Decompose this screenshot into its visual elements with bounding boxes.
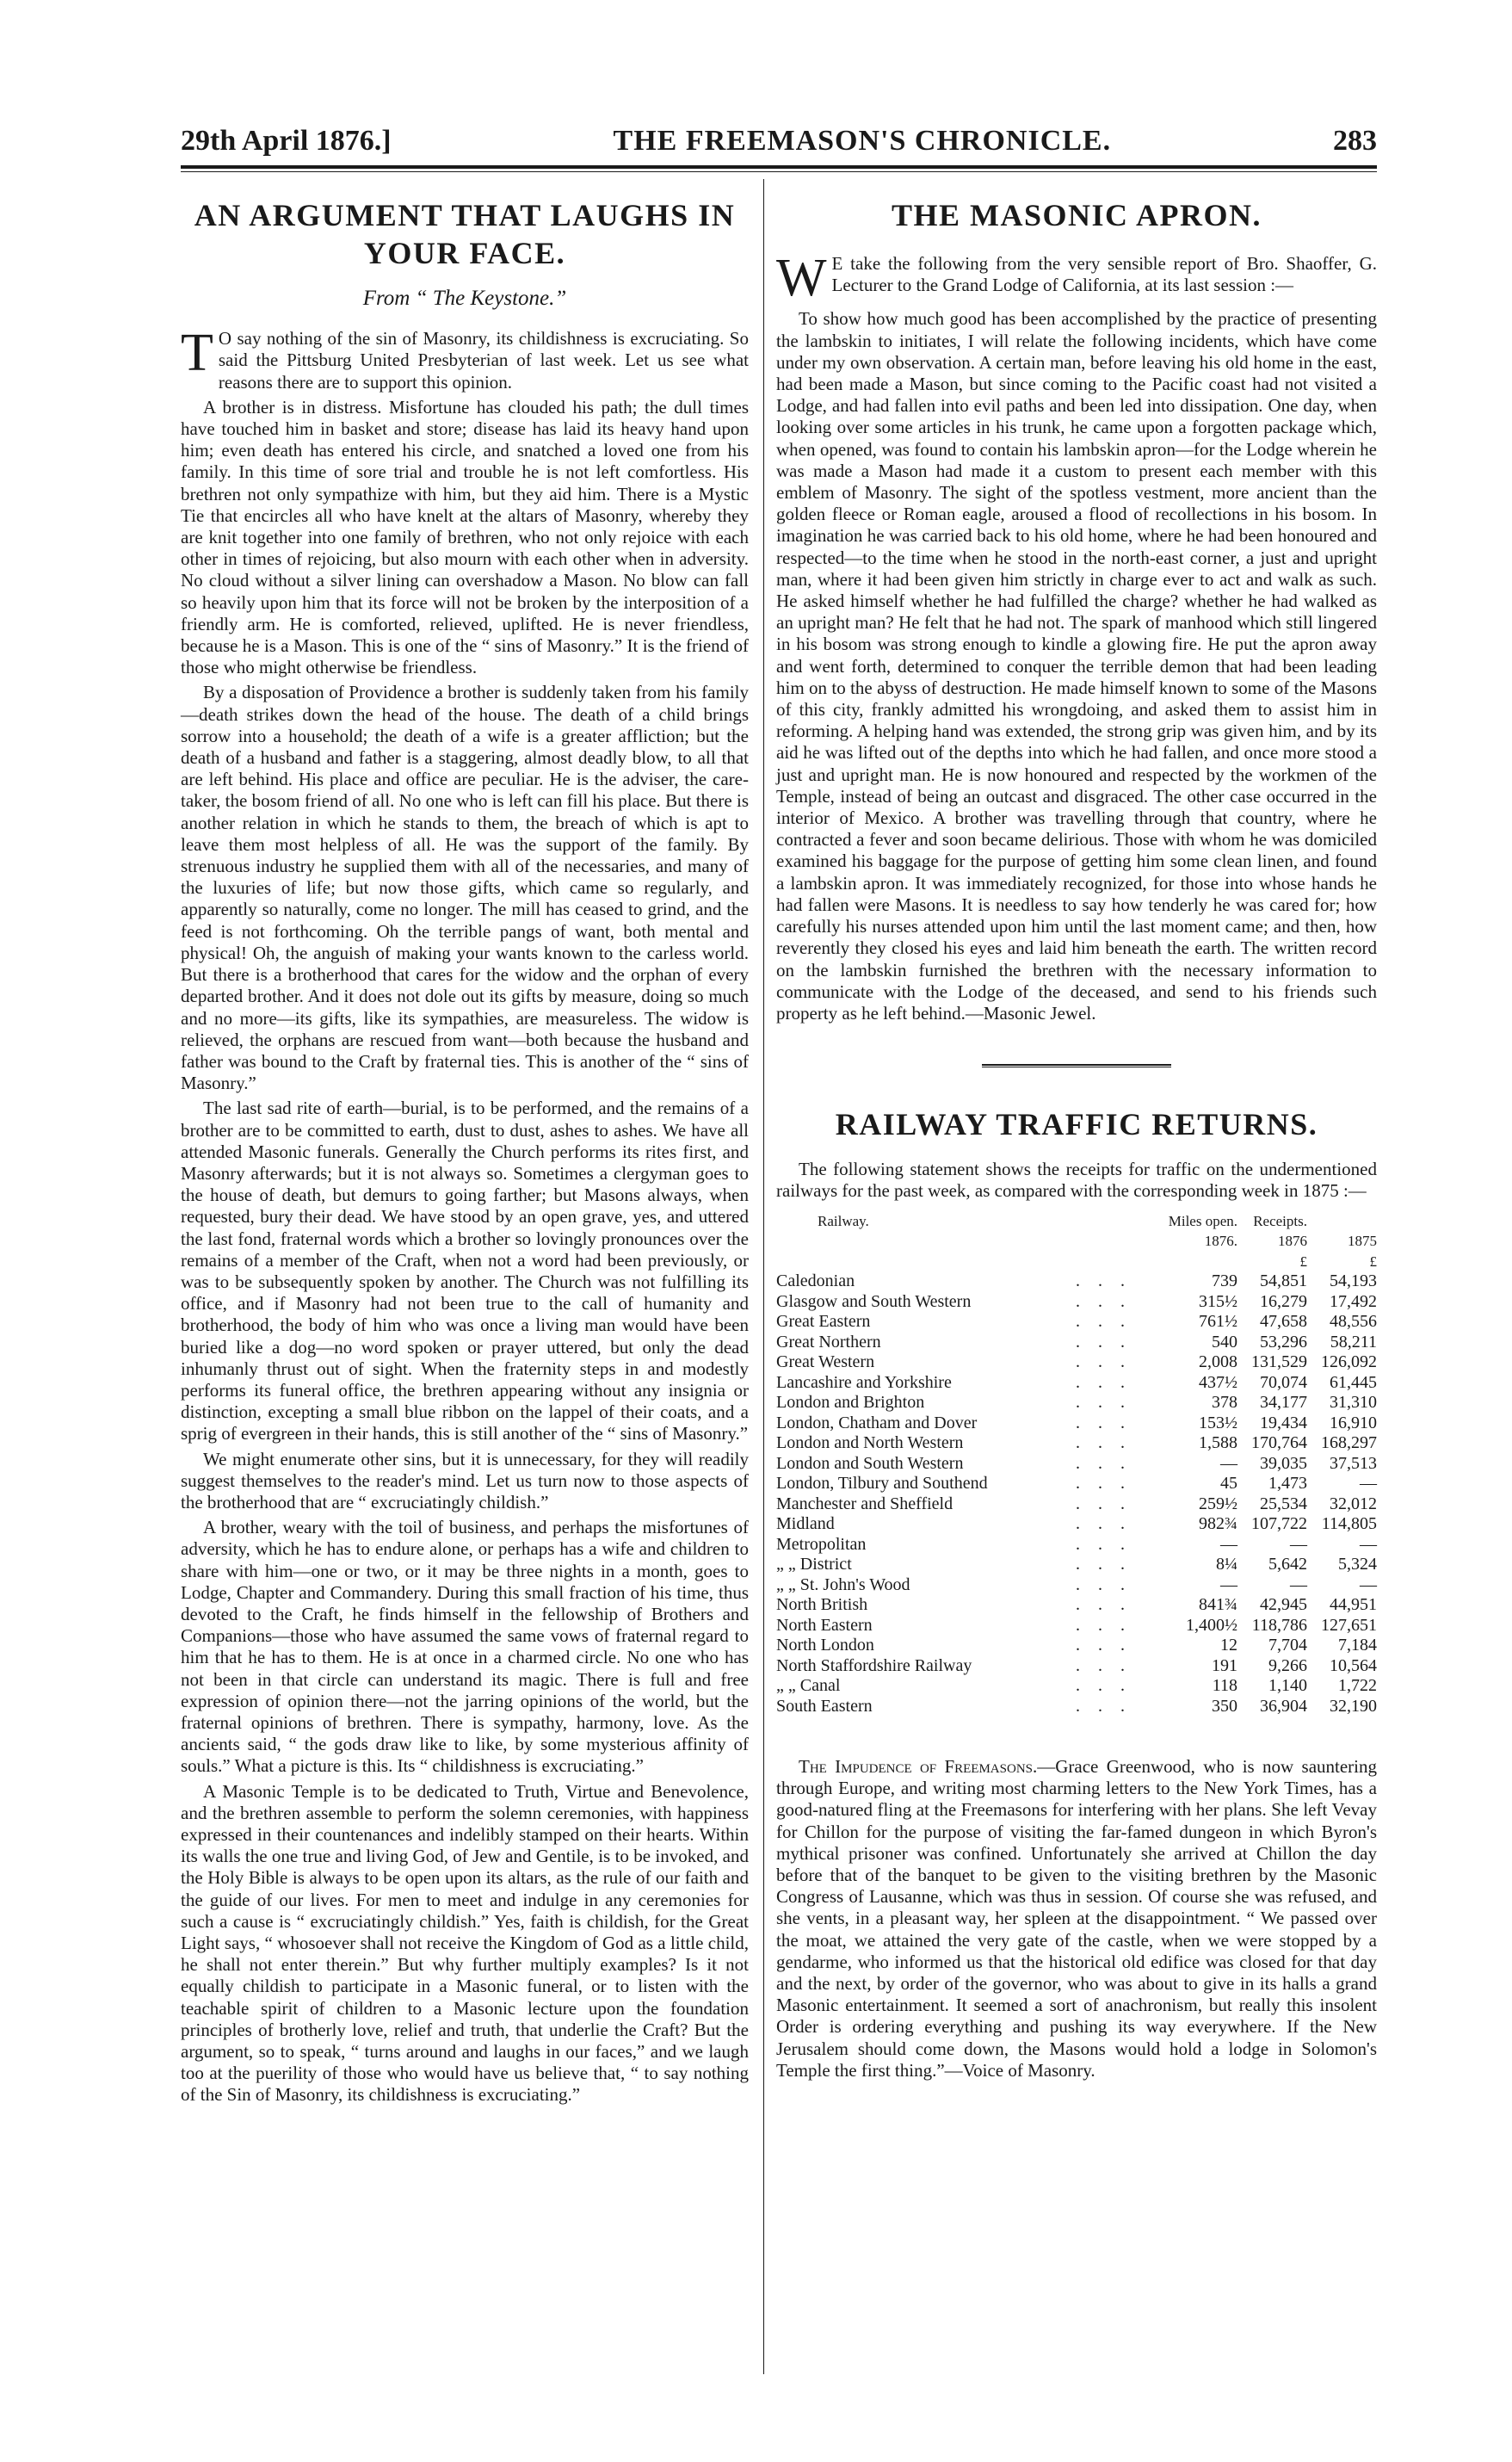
apron-headline: THE MASONIC APRON. <box>891 198 1262 232</box>
table-row <box>776 1474 1377 1494</box>
apron-intro: W E take the following from the very sensible report of Bro. Shaoffer, G. Lecturer to the Grand Lodge of California, at its last session :— <box>776 249 1377 307</box>
leader-dots: . . . <box>1076 1574 1132 1594</box>
railway-name: Midland <box>776 1514 835 1534</box>
leader-dots: . . . <box>1076 1494 1132 1513</box>
table-row <box>776 1555 1377 1575</box>
table-row <box>776 1676 1377 1697</box>
leader-dots: . . . <box>1076 1291 1132 1311</box>
section-divider <box>982 1064 1171 1067</box>
miles-open: — <box>1220 1534 1238 1554</box>
receipts-1876: 54,851 <box>1260 1271 1307 1291</box>
leader-dots: . . . <box>1076 1372 1132 1392</box>
argument-headline: AN ARGUMENT THAT LAUGHS IN YOUR FACE. <box>194 198 736 270</box>
table-row <box>776 1312 1377 1333</box>
receipts-1875: 168,297 <box>1321 1433 1377 1453</box>
receipts-1876: 131,529 <box>1251 1352 1307 1372</box>
railway-name: London and North Western <box>776 1433 964 1453</box>
receipts-1876: 39,035 <box>1260 1453 1307 1473</box>
railway-name: North Staffordshire Railway <box>776 1655 972 1675</box>
leader-dots: . . . <box>1076 1676 1132 1696</box>
header-miles: Miles open. 1876. <box>1168 1212 1238 1250</box>
table-row <box>776 1697 1377 1717</box>
impudence-title: The Impudence of Freemasons. <box>799 1756 1038 1778</box>
receipts-1876: 25,534 <box>1260 1494 1307 1513</box>
table-row <box>776 1393 1377 1413</box>
receipts-1876: 36,904 <box>1260 1696 1307 1716</box>
table-row <box>776 1535 1377 1556</box>
argument-paragraph: By a disposation of Providence a brother is suddenly taken from his family—death strikes down the head of the house. The death of a child brings sorrow into a household; the death of a wife is a greater affliction; but the death of a husband and father is a staggering, almost deadly blow, to all that are left behind. His place and office are peculiar. He is the adviser, the care-taker, the bosom friend of all. No one who is left can fill his place. But there is another relation in which he stands to them, the breach of which is apt to leave them most helpless of all. He was the support of the family. By strenuous industry he supplied them with all of the necessaries, and many of the luxuries of life; but now those gifts, which came so regularly, and apparently so naturally, come no longer. The mill has ceased to grind, and the feed is not forthcoming. Oh the terrible pangs of want, both mental and physical! Oh, the anguish of making your wants known to the carless world. But there is a brotherhood that cares for the widow and the orphan of every departed brother. And it does not dole out its gifts by measure, doing so much and no more—its gifts, like its sympathies, are measureless. The widow is relieved, the orphans are rescued from want—both because the husband and father was bound to the Craft by fraternal ties. This is another of the “ sins of Masonry.” <box>181 682 749 1094</box>
argument-paragraph: T O say nothing of the sin of Masonry, its childishness is excruciating. So said the Pittsburg United Presbyterian of last week. Let us see what reasons there are to support this opinion. <box>181 324 749 393</box>
receipts-1876: 1,140 <box>1268 1676 1307 1696</box>
railway-name: Great Eastern <box>776 1312 871 1332</box>
receipts-1875: 17,492 <box>1330 1291 1377 1311</box>
argument-paragraph: A brother is in distress. Misfortune has clouded his path; the dull times have touched him in basket and store; disease has laid its heavy hand upon him; even death has entered his circle, and snatched a loved one from his family. In this time of sore trial and trouble he is not left comfortless. His brethren not only sympathize with him, but they aid him. There is a Mystic Tie that encircles all who have knelt at the altars of Masonry, whereby they are knit together into one family of brethren, who not only rejoice with each other in times of rejoicing, but also mourn with each other when in adversity. No cloud without a silver lining can overshadow a Mason. No blow can fall so heavily upon him that its force will not be broken by the interposition of a friendly arm. He is comforted, relieved, uplifted. He is never friendless, because he is a Mason. This is one of the “ sins of Masonry.” It is the friend of those who might otherwise be friendless. <box>181 396 749 678</box>
table-row <box>776 1575 1377 1596</box>
argument-byline: From “ The Keystone.” <box>362 287 567 310</box>
receipts-1875: 61,445 <box>1330 1372 1377 1392</box>
receipts-1876: — <box>1290 1574 1307 1594</box>
page-number: 283 <box>1333 125 1377 157</box>
leader-dots: . . . <box>1076 1696 1132 1716</box>
railway-name: „ „ Canal <box>776 1676 841 1696</box>
railway-name: Glasgow and South Western <box>776 1291 972 1311</box>
railway-name: South Eastern <box>776 1696 873 1716</box>
miles-open: 2,008 <box>1199 1352 1238 1372</box>
receipts-1876: 118,786 <box>1251 1615 1307 1635</box>
leader-dots: . . . <box>1076 1271 1132 1291</box>
receipts-1875: 114,805 <box>1321 1514 1377 1534</box>
masthead-rule <box>181 165 1377 169</box>
receipts-1875: 32,012 <box>1330 1494 1377 1513</box>
table-row <box>776 1595 1377 1616</box>
railway-headline: RAILWAY TRAFFIC RETURNS. <box>835 1107 1318 1142</box>
leader-dots: . . . <box>1076 1555 1132 1574</box>
table-row <box>776 1271 1377 1292</box>
railway-name: „ „ St. John's Wood <box>776 1574 910 1594</box>
receipts-1876: 53,296 <box>1260 1332 1307 1352</box>
miles-open: 315½ <box>1199 1291 1238 1311</box>
receipts-1875: 37,513 <box>1330 1453 1377 1473</box>
receipts-1876: 107,722 <box>1251 1514 1307 1534</box>
table-row <box>776 1413 1377 1434</box>
apron-body: To show how much good has been accomplished by the practice of presenting the lambskin to initiates, I will relate the following incidents, which have come under my own observation. A certain man, before leaving his old home in the east, had been made a Mason, but since coming to the Pacific coast had not visited a Lodge, and had fallen into evil paths and been led into dissipation. One day, when looking over some articles in his trunk, he came upon a forgotten package which, when opened, was found to contain his lambskin apron—for the Lodge wherein he was made a Mason had made it a custom to present each member with this emblem of Masonry. The sight of the spotless vestment, more ancient than the golden fleece or Roman eagle, aroused a flood of recollections in his bosom. In imagination he was carried back to his old home, where he had been honoured and respected—to the time when he stood in the north-east corner, a just and upright man, where it had been given him strictly in charge ever to act and walk as such. He asked himself whether he had fulfilled the charge? whether he had walked as an upright man? He felt that he had not. The spark of manhood which still lingered in his bosom was strong enough to kindle a glowing fire. He put the apron away and went forth, determined to conquer the terrible demon that had been leading him on to the abyss of destruction. He made himself known to some of the Masons of this city, frankly admitted his wrongdoing, and asked them to assist him in reforming. A helping hand was extended, the strong grip was given him, and by its aid he was lifted out of the depths into which he had fallen, and once more stood a just and upright man. He is now honoured and respected by the workmen of the Temple, instead of being an outcast and disgraced. The other case occurred in the interior of Mexico. A brother was travelling through that country, where he contracted a fever and soon became delirious. Those with whom he was domiciled examined his baggage for the purpose of getting him some clean linen, and found a lambskin apron. It was immediately recognized, for those into whose hands he had fallen were Masons. It is needless to say how tenderly he was cared for; how carefully his nurses attended upon him until the last moment came; and then, how reverently they closed his eyes and laid him beneath the earth. The written record on the lambskin furnished the brethren with the necessary information to communicate with the Lodge of the deceased, and send to his friends such property as he left behind.—Masonic Jewel. <box>776 308 1377 1024</box>
railway-name: North Eastern <box>776 1615 873 1635</box>
receipts-1876: 1,473 <box>1268 1474 1307 1494</box>
header-r1876: Receipts. 1876 £ <box>1253 1212 1307 1270</box>
railway-name: Caledonian <box>776 1271 855 1291</box>
receipts-1875: — <box>1360 1534 1377 1554</box>
railway-name: London, Chatham and Dover <box>776 1413 978 1432</box>
miles-open: 350 <box>1212 1696 1238 1716</box>
table-row <box>776 1514 1377 1535</box>
receipts-1876: 19,434 <box>1260 1413 1307 1432</box>
receipts-1876: 34,177 <box>1260 1393 1307 1413</box>
miles-open: 12 <box>1220 1636 1238 1655</box>
receipts-1876: 16,279 <box>1260 1291 1307 1311</box>
miles-open: 191 <box>1212 1655 1238 1675</box>
receipts-1875: 44,951 <box>1330 1595 1377 1615</box>
table-row <box>776 1494 1377 1515</box>
receipts-1875: 5,324 <box>1338 1555 1377 1574</box>
leader-dots: . . . <box>1076 1393 1132 1413</box>
receipts-1875: 127,651 <box>1321 1615 1377 1635</box>
miles-open: 118 <box>1212 1676 1238 1696</box>
miles-open: 378 <box>1212 1393 1238 1413</box>
table-row <box>776 1333 1377 1353</box>
railway-name: Lancashire and Yorkshire <box>776 1372 952 1392</box>
table-header-row <box>776 1211 1377 1272</box>
leader-dots: . . . <box>1076 1636 1132 1655</box>
argument-dropcap: T <box>181 324 213 383</box>
receipts-1876: 170,764 <box>1251 1433 1307 1453</box>
table-row <box>776 1292 1377 1313</box>
header-railway: Railway. <box>818 1212 869 1229</box>
receipts-1875: 126,092 <box>1321 1352 1377 1372</box>
railway-name: London and Brighton <box>776 1393 925 1413</box>
railway-name: Great Western <box>776 1352 875 1372</box>
column-divider <box>763 179 764 2374</box>
table-row <box>776 1454 1377 1475</box>
left-column <box>181 196 749 2110</box>
table-row <box>776 1352 1377 1373</box>
railway-name: North British <box>776 1595 868 1615</box>
receipts-1876: 42,945 <box>1260 1595 1307 1615</box>
railway-table <box>776 1211 1377 1717</box>
table-row <box>776 1433 1377 1454</box>
receipts-1875: 10,564 <box>1330 1655 1377 1675</box>
masthead <box>181 119 1377 164</box>
leader-dots: . . . <box>1076 1413 1132 1432</box>
receipts-1875: 31,310 <box>1330 1393 1377 1413</box>
leader-dots: . . . <box>1076 1453 1132 1473</box>
receipts-1875: — <box>1360 1474 1377 1494</box>
receipts-1876: 70,074 <box>1260 1372 1307 1392</box>
receipts-1875: 7,184 <box>1338 1636 1377 1655</box>
argument-paragraph: A brother, weary with the toil of business, and perhaps the misfortunes of adversity, which he has to endure alone, or perhaps has a wife and children to share with him—one or two, or it may be three nights in a month, goes to Lodge, Chapter and Commandery. During this small fraction of his time, thus devoted to the Craft, he finds himself in the fellowship of Brothers and Companions—those who have assumed the same vows of fraternal regard to him that he has to them. He is at once in a charmed circle. No one who has not been in that circle can understand its magic. There is full and free expression of opinion there—not the jarring opinions of the world, but the fraternal opinions of brethren. There is sympathy, harmony, love. As the ancients said, “ the gods draw like to like, by some mysterious affinity of souls.” What a picture is this. Its “ childishness is excruciating.” <box>181 1517 749 1777</box>
receipts-1876: 7,704 <box>1268 1636 1307 1655</box>
miles-open: 437½ <box>1199 1372 1238 1392</box>
argument-paragraph: We might enumerate other sins, but it is unnecessary, for they will readily suggest themselves to the reader's mind. Let us turn now to those aspects of the brotherhood that are “ excruciatingly childish.” <box>181 1448 749 1512</box>
header-r1875: 1875 £ <box>1348 1233 1377 1270</box>
receipts-1876: 47,658 <box>1260 1312 1307 1332</box>
table-row <box>776 1616 1377 1636</box>
leader-dots: . . . <box>1076 1615 1132 1635</box>
miles-open: 982¾ <box>1199 1514 1238 1534</box>
leader-dots: . . . <box>1076 1332 1132 1352</box>
table-row <box>776 1656 1377 1677</box>
leader-dots: . . . <box>1076 1352 1132 1372</box>
leader-dots: . . . <box>1076 1474 1132 1494</box>
miles-open: 540 <box>1212 1332 1238 1352</box>
table-row <box>776 1373 1377 1394</box>
railway-intro: The following statement shows the receipts for traffic on the undermentioned railways for the past week, as compared with the corresponding week in 1875 :— <box>776 1159 1377 1202</box>
railway-name: „ „ District <box>776 1555 852 1574</box>
argument-paragraph: A Masonic Temple is to be dedicated to Truth, Virtue and Benevolence, and the brethren assemble to perform the solemn ceremonies, with happiness expressed in their countenances and indelibly stamped on their hearts. Within its walls the one true and living God, of Jew and Gentile, is to be invoked, and the Holy Bible is always to be open upon its altars, as the rule of our faith and the guide of our lives. For men to meet and indulge in any ceremonies for such a cause is “ excruciatingly childish.” Yes, faith is childish, for the Great Light says, “ whosoever shall not receive the Kingdom of God as a little child, he shall not enter therein.” But why further multiply examples? Is it not equally childish to participate in a Masonic funeral, or to listen with the teachable spirit of children to a Masonic lecture upon the foundation principles of brotherly love, relief and truth, that underlie the Craft? But the argument, so to speak, “ turns around and laughs in our faces,” and we laugh too at the puerility of those who would have us believe that, “ to say nothing of the Sin of Masonry, its childishness is excruciating.” <box>181 1780 749 2106</box>
railway-name: Great Northern <box>776 1332 881 1352</box>
miles-open: — <box>1220 1453 1238 1473</box>
receipts-1875: 16,910 <box>1330 1413 1377 1432</box>
miles-open: 841¾ <box>1199 1595 1238 1615</box>
receipts-1876: 9,266 <box>1268 1655 1307 1675</box>
miles-open: 739 <box>1212 1271 1238 1291</box>
newspaper-title: THE FREEMASON'S CHRONICLE. <box>613 125 1112 157</box>
railway-name: Manchester and Sheffield <box>776 1494 953 1513</box>
table-row <box>776 1636 1377 1656</box>
miles-open: 259½ <box>1199 1494 1238 1513</box>
masthead-rule-thin <box>181 171 1377 172</box>
receipts-1875: 58,211 <box>1330 1332 1377 1352</box>
receipts-1876: 5,642 <box>1268 1555 1307 1574</box>
receipts-1875: 1,722 <box>1338 1676 1377 1696</box>
issue-date: 29th April 1876.] <box>181 125 392 157</box>
impudence-paragraph: The Impudence of Freemasons.—Grace Greenwood, who is now sauntering through Europe, and writing most charming letters to the New York Times, has a good-natured fling at the Freemasons for interfering with her plans. She left Vevay for Chillon for the purpose of visiting the far-famed dungeon in which Byron's mythical prisoner was confined. Unfortunately she arrived at Chillon the day before that of the banquet to be given to the visiting brethren by the Masonic Congress of Lausanne, which was thus in session. Of course she was refused, and she vents, in a pleasant way, her spleen at the disappointment. “ We passed over the moat, we attained the very gate of the castle, when we were stopped by a gendarme, who informed us that the historical old edifice was closed for that day and the next, by order of the governor, who was about to give in its halls a grand Masonic entertainment. It seemed a sort of anachronism, but really this insolent Order is ordering everything and pushing its way everywhere. If the New Jerusalem should come down, the Masons would hold a lodge in Solomon's Temple the first thing.”—Voice of Masonry. <box>776 1756 1378 2081</box>
argument-paragraph: The last sad rite of earth—burial, is to be performed, and the remains of a brother are to be committed to earth, dust to dust, ashes to ashes. We have all attended Masonic funerals. Generally the Church performs its rites first, and Masonry afterwards; but it is not always so. Sometimes a clergyman goes to the house of death, but demurs to going farther; but Masons always, when requested, bury their dead. We have stood by an open grave, yes, and uttered the last fond, fraternal words which a brother so lovingly pronounces over the remains of a member of the Craft, when not a word had been previously, or was to be subsequently spoken by another. The Church was not fulfilling its office, and if Masonry had not been true to the call of humanity and brotherhood, the body of him who was once a living man would have been buried like a dog—no word spoken or prayer uttered, but only the dead inhumanly thrust out of sight. When the fraternity steps in and modestly performs its funeral office, the brethren appearing without any insignia or distinction, excepting a small blue ribbon on the lappel of their coats, and a sprig of evergreen in their hands, this is still another of the “ sins of Masonry.” <box>181 1098 749 1444</box>
leader-dots: . . . <box>1076 1534 1132 1554</box>
leader-dots: . . . <box>1076 1595 1132 1615</box>
miles-open: 45 <box>1220 1474 1238 1494</box>
receipts-1875: — <box>1360 1574 1377 1594</box>
receipts-1875: 54,193 <box>1330 1271 1377 1291</box>
railway-name: Metropolitan <box>776 1534 867 1554</box>
leader-dots: . . . <box>1076 1312 1132 1332</box>
miles-open: 153½ <box>1199 1413 1238 1432</box>
right-column <box>776 196 1377 2085</box>
railway-name: London and South Western <box>776 1453 964 1473</box>
miles-open: 761½ <box>1199 1312 1238 1332</box>
miles-open: 8¼ <box>1216 1555 1238 1574</box>
miles-open: 1,400½ <box>1186 1615 1238 1635</box>
railway-name: North London <box>776 1636 874 1655</box>
receipts-1875: 32,190 <box>1330 1696 1377 1716</box>
apron-dropcap: W <box>776 249 827 307</box>
miles-open: — <box>1220 1574 1238 1594</box>
receipts-1875: 48,556 <box>1330 1312 1377 1332</box>
leader-dots: . . . <box>1076 1433 1132 1453</box>
railway-name: London, Tilbury and Southend <box>776 1474 988 1494</box>
miles-open: 1,588 <box>1199 1433 1238 1453</box>
leader-dots: . . . <box>1076 1514 1132 1534</box>
leader-dots: . . . <box>1076 1655 1132 1675</box>
receipts-1876: — <box>1290 1534 1307 1554</box>
